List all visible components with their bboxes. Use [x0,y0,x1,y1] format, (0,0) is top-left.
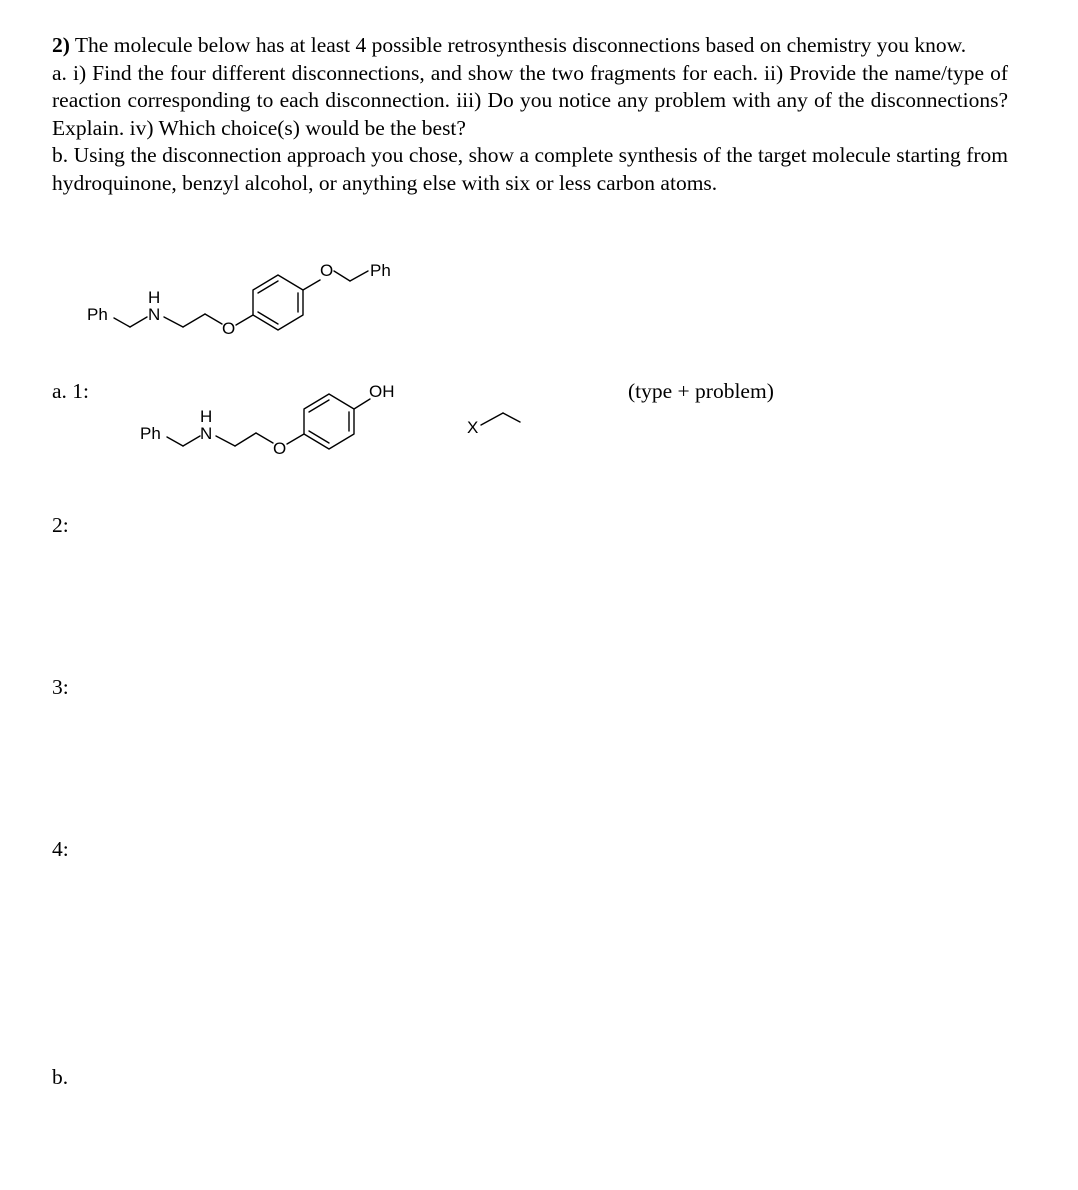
answer-label-4: 4: [52,837,69,861]
answer-label-b: b. [52,1065,69,1089]
fragment2-bond [481,413,503,425]
target-ph-right-label: Ph [370,261,391,280]
answer-label-1: a. 1: [52,379,90,403]
question-number: 2) [52,33,70,57]
fragment1-o-label: O [273,439,287,458]
target-nh-n-label: N [148,305,161,324]
answer-label-2: 2: [52,513,69,537]
fragment2-x-label: X [467,418,479,437]
target-ph-left-label: Ph [87,305,108,324]
fragment2-bond [503,413,520,422]
question-part-b: b. Using the disconnection approach you chose, show a complete synthesis of the target molecule starting from hydroquinone, benzyl alcohol, or anything else with six or less carbon atoms. [52,143,1008,195]
fragment1-nh-n-label: N [200,424,213,443]
question-intro-text: The molecule below has at least 4 possible retrosynthesis disconnections based on chemistry you know. [74,33,967,57]
target-ether-o1-label: O [222,319,236,338]
target-ether-o2-label: O [320,261,334,280]
answer-hint-type-problem: (type + problem) [628,379,774,403]
fragment-2-molecule [0,0,1078,480]
fragment1-oh-label: OH [369,382,395,401]
target-nh-h-label: H [148,288,161,307]
fragment1-ph-label: Ph [140,424,161,443]
answer-label-3: 3: [52,675,69,699]
fragment1-nh-h-label: H [200,407,213,426]
question-part-a: a. i) Find the four different disconnections, and show the two fragments for each. ii) Provide the name/type of reaction corresponding to each disconnection. iii) Do you notice any problem with any of the disconnections? Explain. iv) Which choice(s) would be the best? [52,60,1008,140]
